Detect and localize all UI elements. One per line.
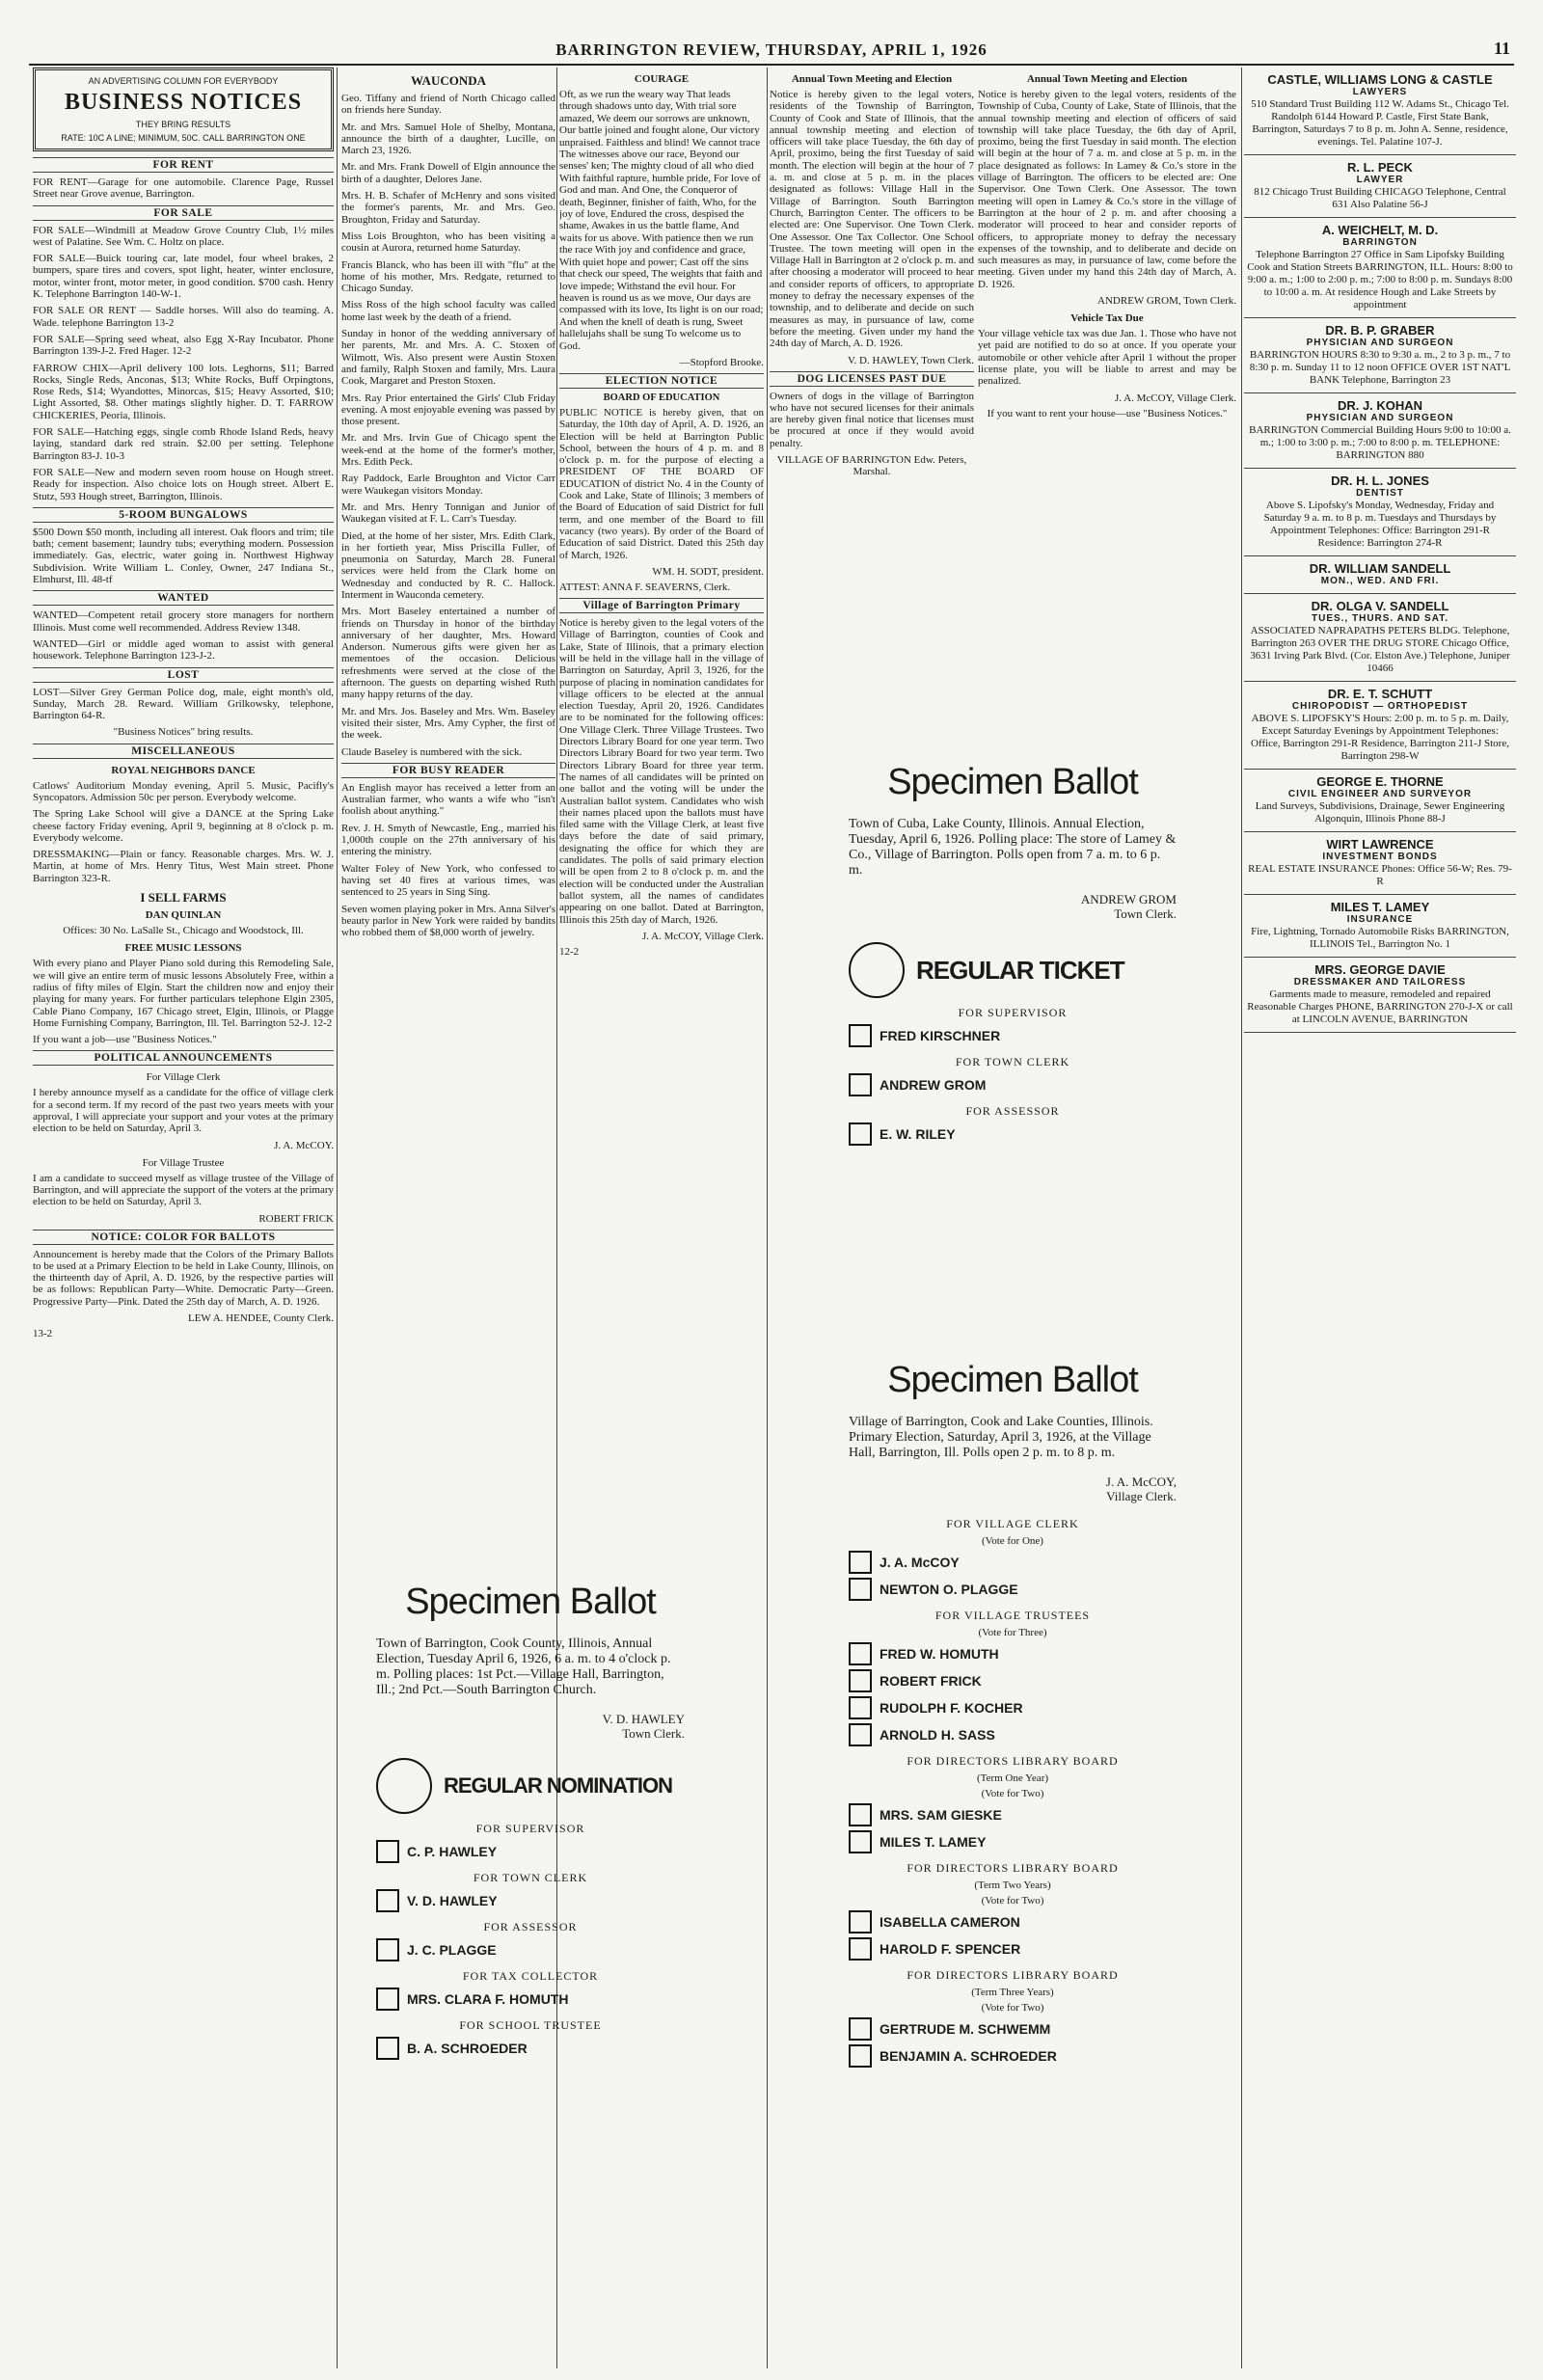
ballot-signature-title: Town Clerk. [1114,906,1177,921]
signature: J. A. McCOY, Village Clerk. [641,930,764,942]
directory-card [1244,594,1516,682]
banner-title: BUSINESS NOTICES [64,90,303,115]
candidate-row [849,1669,1177,1692]
vote-checkbox[interactable] [849,1723,872,1746]
ballot-title: Specimen Ballot [405,1582,656,1622]
card-name: WIRT LAWRENCE [1326,837,1434,852]
card-subtitle: LAWYER [1356,175,1404,185]
card-body: 510 Standard Trust Building 112 W. Adams St., Chicago Tel. Randolph 6144 Howard P. Castle, First State Bank, Barrington, Saturdays 7 to 8 p. m. John A. Senne, residence, evenings. Tel. Palatine 107-J. [1251,98,1509,148]
ballot-signature-title: Village Clerk. [1106,1489,1177,1503]
candidate-name: ARNOLD H. SASS [880,1727,995,1743]
card-subtitle: PHYSICIAN AND SURGEON [1306,413,1454,423]
classified-ad: WANTED—Competent retail grocery store managers for northern Illinois. Must come well recommended. Address Review 1348. [33,609,334,634]
candidate-row [376,1889,685,1912]
news-item: Mr. and Mrs. Irvin Gue of Chicago spent the week-end at the home of the former's mother, Mrs. Edith Peck. [341,432,555,469]
vote-checkbox[interactable] [376,1988,399,2011]
vote-checkbox[interactable] [849,1024,872,1047]
directory-card [1244,770,1516,832]
candidate-name: MILES T. LAMEY [880,1834,987,1850]
section-heading: NOTICE: COLOR FOR BALLOTS [33,1230,334,1245]
section-heading: FOR BUSY READER [341,763,555,778]
signature: J. A. McCOY, Village Clerk. [1114,392,1236,404]
vote-checkbox[interactable] [849,1578,872,1601]
candidate-row [849,1551,1177,1574]
vote-checkbox[interactable] [849,2044,872,2068]
card-name: A. WEICHELT, M. D. [1321,223,1439,237]
card-name: DR. OLGA V. SANDELL [1311,599,1449,613]
classified-ad: LOST—Silver Grey German Police dog, male, eight month's old, Sunday, March 28. Reward. William Grilkowsky, telephone, Barrington 64-R. [33,686,334,722]
specimen-ballot-cuba [849,762,1177,1149]
candidate-name: J. C. PLAGGE [407,1942,497,1958]
section-heading: ELECTION NOTICE [559,373,764,389]
candidate-row [376,1938,685,1961]
professional-directory-column [1244,68,1516,2368]
legal-notice: Notice is hereby given to the legal voters of the Village of Barrington, counties of Cook and Lake, State of Illinois, that a primary election will be held in the village hall in the village of Barrington on Saturday, April 3, 1926, for the purpose of placing in nomination candidates for village officers to be elected at the annual election Tuesday, April 20, 1926. Candidates are to be nominated for the following offices: One Village Clerk. Three Village Trustees. Two Directors Library Board for one year term. Two Directors Library Board for two year term. Two Directors Library Board for three year term. The names of all candidates will be printed on one ballot and the voting will be under the Australian ballot system. Candidates who wish their names placed upon the ballots must have filed same with the Village Clerk, at least five days before the date of said primary, designating the office for which they are candidates. The polls of said primary election will be open from 2 to 8 o'clock p. m. and the election will be conducted under the Australian ballot system, all the names of candidates appearing on one ballot. Dated at Barrington, Illinois this 25th day of March, 1926. [559,617,764,926]
ballot-title: Specimen Ballot [887,762,1138,802]
ad-name: DAN QUINLAN [145,909,222,922]
candidate-name: C. P. HAWLEY [407,1844,498,1859]
ballot-offices [849,1006,1177,1146]
candidate-name: E. W. RILEY [880,1126,956,1142]
card-body: Fire, Lightning, Tornado Automobile Risks BARRINGTON, ILLINOIS Tel., Barrington No. 1 [1251,926,1509,950]
term-label: (Term Three Years) [971,1987,1054,1998]
signature: WM. H. SODT, president. [652,565,764,578]
classified-ad: FOR RENT—Garage for one automobile. Clarence Page, Russel Street near Grove avenue, Barrington. [33,176,334,201]
candidate-name: V. D. HAWLEY [407,1893,498,1908]
section-heading: FOR RENT [33,157,334,173]
office-heading: FOR SUPERVISOR [958,1006,1068,1019]
signature: LEW A. HENDEE, County Clerk. [187,1312,334,1324]
newspaper-title: BARRINGTON REVIEW, THURSDAY, APRIL 1, 1926 [555,41,988,59]
notice-tip: If you want to rent your house—use "Business Notices." [987,407,1228,419]
office-heading: FOR VILLAGE TRUSTEES [934,1609,1091,1622]
vote-checkbox[interactable] [849,2017,872,2041]
section-heading: FOR SALE [33,205,334,221]
vote-checkbox[interactable] [849,1803,872,1826]
ad-heading: For Village Trustee [142,1156,225,1169]
news-item: Walter Foley of New York, who confessed to having set 40 fires at various times, was sentenced to 25 years in Sing Sing. [341,862,555,899]
ballot-races [849,1517,1177,2068]
news-item: Mrs. H. B. Schafer of McHenry and sons visited the former's parents, Mr. and Mrs. Geo. Broughton, Friday and Saturday. [341,190,555,226]
classified-ad: With every piano and Player Piano sold during this Remodeling Sale, we will give an entire term of music lessons Absolutely Free, within a radius of fifty miles of Elgin. Start the children now and enjoy their playing for many years. For further particulars telephone Elgin 2305, Cable Piano Company, 167 Chicago street, Elgin, Illinois, or Plagge Home Furnishing Company, Barrington, Ill. Tel. Barrington 52-J. 12-2 [33,958,334,1029]
card-name: R. L. PECK [1347,160,1413,175]
card-name: DR. E. T. SCHUTT [1327,687,1433,701]
candidate-name: BENJAMIN A. SCHROEDER [880,2048,1057,2064]
vote-checkbox[interactable] [849,1073,872,1096]
classified-ad: FOR SALE—Windmill at Meadow Grove Country Club, 1½ miles west of Palatine. See Wm. C. Holtz on place. [33,224,334,248]
vote-checkbox[interactable] [376,2037,399,2060]
card-subtitle: INSURANCE [1346,914,1414,925]
candidate-name: B. A. SCHROEDER [407,2041,528,2056]
poem-title: COURAGE [634,73,690,85]
candidate-name: RUDOLPH F. KOCHER [880,1700,1023,1716]
directory-card [1244,318,1516,393]
ticket-name: REGULAR NOMINATION [444,1773,673,1798]
candidate-name: ROBERT FRICK [880,1673,982,1689]
term-label: (Term Two Years) [974,1880,1051,1891]
office-heading: FOR DIRECTORS LIBRARY BOARD [907,1754,1119,1768]
candidate-row [849,1578,1177,1601]
classified-ad: FOR SALE OR RENT — Saddle horses. Will also do teaming. A. Wade. telephone Barrington 13-2 [33,305,334,329]
news-item: Died, at the home of her sister, Mrs. Edith Clark, in her fortieth year, Miss Priscilla Fuller, of pneumonia on Saturday, March 28. Funeral services were held from the Clark home on Wednesday and conducted by R. C. Hallock. Interment in Wauconda cemetery. [341,529,555,601]
news-item: Mr. and Mrs. Samuel Hole of Shelby, Montana, announce the birth of a daughter, Lucille, on March 23, 1926. [341,121,555,157]
classified-ad: Catlows' Auditorium Monday evening, April 5. Music, Pacifly's Syncopators. Admission 50c per person. Everybody welcome. [33,779,334,803]
candidate-row [849,1803,1177,1826]
candidate-name: J. A. McCOY [880,1555,960,1570]
signature: V. D. HAWLEY, Town Clerk. [848,354,974,366]
news-item: Rev. J. H. Smyth of Newcastle, Eng., married his 1,000th couple on the 27th anniversary of his entering the ministry. [341,822,555,858]
card-name: GEORGE E. THORNE [1316,774,1444,789]
political-announcement: I am a candidate to succeed myself as village trustee of the Village of Barrington, and will appreciate the support of the voters at the primary election to be held on Saturday, April 3. [33,1172,334,1208]
section-heading: MISCELLANEOUS [33,744,334,759]
ballot-description: Village of Barrington, Cook and Lake Counties, Illinois. Primary Election, Saturday, April 3, 1926, at the Village Hall, Barrington, Ill. Polls open 2 p. m. to 8 p. m. [849,1415,1153,1460]
legal-notice: PUBLIC NOTICE is hereby given, that on Saturday, the 10th day of April, A. D. 1926, an Election will be held at Barrington Public School, between the hours of 4 p. m. and 8 o'clock p. m. for the purpose of electing a PRESIDENT OF THE BOARD OF EDUCATION of district No. 4 in the County of Cook and Lake, State of Illinois; 3 members of the Board of Education of said District for full term, and one member of the Board to fill vacancy (two years). By order of the Board of Education of said District. Dated this 25th day of March, 1926. [559,406,764,561]
vote-instruction: (Vote for Two) [981,1895,1044,1907]
card-name: DR. WILLIAM SANDELL [1309,561,1451,576]
candidate-name: GERTRUDE M. SCHWEMM [880,2021,1051,2037]
ad-heading: ROYAL NEIGHBORS DANCE [111,764,256,776]
card-name: MRS. GEORGE DAVIE [1314,962,1446,977]
banner-tagline: AN ADVERTISING COLUMN FOR EVERYBODY [88,76,279,86]
candidate-row [849,1723,1177,1746]
section-heading: Village of Barrington Primary [559,598,764,613]
office-heading: FOR DIRECTORS LIBRARY BOARD [907,1968,1119,1982]
candidate-row [849,1024,1177,1047]
card-body: Land Surveys, Subdivisions, Drainage, Sewer Engineering Algonquin, Illinois Phone 88-J [1255,800,1505,825]
classified-ad: Offices: 30 No. LaSalle St., Chicago and Woodstock, Ill. [63,925,304,937]
ballot-signature: J. A. McCOY, [1105,1474,1177,1489]
classified-ad: FARROW CHIX—April delivery 100 lots. Leghorns, $11; Barred Rocks, Single Reds, Anconas, $13; White Rocks, Buff Orpingtons, Rose Reds, $14; Wyandottes, Minorcas, $15; Heavy Assorted, $10; Light Assorted, $8. Other matings slightly higher. D. T. FARROW CHICKERIES, Peoria, Illinois. [33,362,334,421]
cuba-town-meeting-column [978,68,1236,694]
political-announcement: I hereby announce myself as a candidate for the office of village clerk for a second term. If my record of the past two years meets with your approval, I will appreciate your support and your votes at the primary election to be held on Saturday, April 3. [33,1087,334,1135]
vote-checkbox[interactable] [849,1937,872,1961]
news-item: Mr. and Mrs. Jos. Baseley and Mrs. Wm. Baseley visited their sister, Mrs. Amy Cypher, the first of the week. [341,705,555,742]
ad-heading: I SELL FARMS [140,890,227,906]
candidate-name: HAROLD F. SPENCER [880,1941,1021,1957]
directory-card [1244,218,1516,318]
candidate-row [849,1696,1177,1719]
directory-card [1244,469,1516,556]
directory-card [1244,556,1516,594]
term-label: (Term One Year) [976,1772,1049,1784]
vote-checkbox[interactable] [376,1889,399,1912]
vote-checkbox[interactable] [849,1830,872,1853]
section-subheading: BOARD OF EDUCATION [603,392,720,403]
office-heading: FOR VILLAGE CLERK [946,1517,1079,1530]
candidate-row [849,1830,1177,1853]
news-item: Mr. and Mrs. Henry Tonnigan and Junior of Waukegan visited at F. L. Carr's Tuesday. [341,500,555,526]
card-name: MILES T. LAMEY [1330,900,1430,914]
news-item: Mrs. Ray Prior entertained the Girls' Club Friday evening. A most enjoyable evening was passed by those present. [341,392,555,428]
legal-notice: Owners of dogs in the village of Barrington who have not secured licenses for their animals are hereby given final notice that licenses must be procured at once if they would avoid penalty. [770,390,974,449]
news-item: An English mayor has received a letter from an Australian farmer, who wants a wife who "isn't foolish about anything." [341,781,555,818]
news-item: Francis Blanck, who has been ill with "flu" at the home of his mother, Mrs. Redgate, returned to Chicago Sunday. [341,258,555,295]
poem-author: —Stopford Brooke. [679,356,764,368]
candidate-name: NEWTON O. PLAGGE [880,1582,1018,1597]
signature: J. A. McCOY. [274,1139,334,1151]
banner-rate: RATE: 10C A LINE; MINIMUM, 50C. CALL BARRINGTON ONE [61,133,306,143]
vote-instruction: (Vote for Three) [978,1627,1047,1638]
candidate-row [849,2044,1177,2068]
news-item: Geo. Tiffany and friend of North Chicago called on friends here Sunday. [341,93,555,117]
directory-cards [1244,68,1516,1033]
vote-checkbox[interactable] [849,1122,872,1146]
vote-checkbox[interactable] [849,1910,872,1934]
candidate-row [376,1840,685,1863]
candidate-name: ISABELLA CAMERON [880,1914,1020,1930]
notice-number: 12-2 [559,945,580,958]
news-item: Miss Ross of the high school faculty was called home last week by the death of a friend. [341,299,555,323]
poem-text: Oft, as we run the weary way That leads through shadows unto day, With trial sore amazed, We deem our sorrows are unknown, Our battle joined and fought alone, Our victory unpraised. Faithless and blind! We cannot trace The witnesses above our race, Beyond our senses' ken; The mighty cloud of all who died With faithful rapture, humble pride, For love of God and man. And One, the Conqueror of death, Beginner, finisher of faith, Who, for the joy of love, Endured the cross, despised the shame, Awakes in us the battle flame, And waits for us above. With patience then we run the race With joy and confidence and grace, With quiet hope and power; Cast off the sins that check our speed, The weights that faith and love impede; Withstand the evil hour. For heaven is round us as we move, Our days are compassed with its love, Its light is on our road; And when the knell of death is rung, Sweet hallelujahs shall be sung To welcome us to God. [559,89,764,352]
section-heading: WAUCONDA [411,73,486,88]
card-subtitle: DRESSMAKER AND TAILORESS [1293,977,1467,987]
ballot-signature-title: Town Clerk. [622,1726,685,1741]
card-body: REAL ESTATE INSURANCE Phones: Office 56-W; Res. 79-R [1248,863,1512,887]
office-heading: FOR DIRECTORS LIBRARY BOARD [907,1861,1119,1875]
section-heading: Annual Town Meeting and Election [791,73,953,85]
card-body: BARRINGTON Commercial Building Hours 9:00 to 10:00 a. m.; 1:00 to 3:00 p. m.; 7:00 to 8:00 p. m. TELEPHONE: BARRINGTON 880 [1249,424,1511,461]
news-item: Ray Paddock, Earle Broughton and Victor Carr were Waukegan visitors Monday. [341,473,555,497]
classified-ad: FOR SALE—Buick touring car, late model, four wheel brakes, 2 bumpers, spare tires and covers, spot light, heater, winter enclosure, motor, winter front, motor meter, in good condition. $700 cash. Henry K. Telephone Barrington 140-W-1. [33,253,334,301]
office-heading: FOR TAX COLLECTOR [462,1969,599,1983]
ballot-signature: V. D. HAWLEY [602,1712,685,1726]
card-subtitle: MON., WED. AND FRI. [1320,576,1440,586]
courage-column [559,68,764,1560]
ticket-row [376,1758,685,1814]
directory-card [1244,393,1516,469]
candidate-name: MRS. CLARA F. HOMUTH [407,1991,569,2007]
directory-card [1244,682,1516,770]
candidate-row [849,1642,1177,1665]
card-subtitle: TUES., THURS. AND SAT. [1311,613,1448,624]
column-rule [767,68,768,2368]
notice-number: 13-2 [33,1328,53,1339]
card-body: BARRINGTON HOURS 8:30 to 9:30 a. m., 2 to 3 p. m., 7 to 8:30 p. m. Sunday 11 to 12 noon OFFICE OVER 1ST NAT'L BANK Telephone, Barrington 23 [1249,349,1511,386]
card-subtitle: DENTIST [1356,488,1404,499]
candidate-row [849,1073,1177,1096]
legal-notice: Your village vehicle tax was due Jan. 1. Those who have not yet paid are notified to do so at once. If you operate your automobile or other vehicle after April 1 without the proper license plate, you will be liable to arrest and may be penalized. [978,328,1236,388]
classified-ad: The Spring Lake School will give a DANCE at the Spring Lake cheese factory Friday evening, April 9, beginning at 8 o'clock p. m. Everybody welcome. [33,808,334,844]
legal-notice: Notice is hereby given to the legal voters, residents of the Township of Cuba, County of Lake, State of Illinois, that the annual township meeting and election of officers of said township will take place Tuesday, the 6th day of April, proximo, being the first Tuesday in said month. The election will begin at the hour of 7 a. m. and close at 5 p. m. in the place designated as follows: In Lamey & Co.'s store in the village of Barrington. The officers to be elected are: One Supervisor. One Town Clerk. One Assessor. The town meeting will open in Lamey & Co.'s store in the village of Barrington at the hour of 2 p. m. and after choosing a moderator will proceed to hear and consider reports of officers, to appropriate money to defray the necessary expenses of the township, and to deliberate and decide on such measures as may, in pursuance of law, come before the meeting. Given under my hand this 24th day of March, A. D. 1926. [978,89,1236,290]
card-body: ASSOCIATED NAPRAPATHS PETERS BLDG. Telephone, Barrington 263 OVER THE DRUG STORE Chicago Office, 3631 Irving Park Blvd. (Cor. Elston Ave.) Telephone, Juniper 10466 [1250,625,1510,674]
barrington-town-meeting-column [770,68,974,569]
candidate-row [849,2017,1177,2041]
ad-heading: For Village Clerk [146,1071,221,1084]
card-name: CASTLE, WILLIAMS LONG & CASTLE [1267,72,1493,87]
section-heading: LOST [33,667,334,683]
card-name: DR. J. KOHAN [1337,398,1423,413]
page-number: 11 [1493,39,1510,58]
vote-checkbox[interactable] [376,1840,399,1863]
office-heading: FOR ASSESSOR [965,1104,1060,1118]
wauconda-column [341,68,555,1570]
directory-card [1244,155,1516,218]
classified-ad: WANTED—Girl or middle aged woman to assist with general housework. Telephone Barrington 123-J-2. [33,637,334,663]
signature: ANDREW GROM, Town Clerk. [1097,295,1236,308]
section-heading: POLITICAL ANNOUNCEMENTS [33,1050,334,1066]
classified-ad: FOR SALE—Hatching eggs, single comb Rhode Island Reds, heavy laying, standard dark red strain. $2.00 per setting. Telephone Barrington 83-J. 10-3 [33,426,334,462]
section-heading: Annual Town Meeting and Election [1026,73,1188,85]
office-heading: FOR TOWN CLERK [955,1055,1070,1068]
news-item: Sunday in honor of the wedding anniversary of her parents, Mr. and Mrs. A. C. Stoxen of Wilmott, Wis. Also present were Austin Stoxen and family, Ralph Stoxen and family, Mrs. Laura Cook, Margaret and Preston Stoxen. [341,328,555,388]
section-heading: Vehicle Tax Due [1070,312,1144,325]
masthead [29,39,1514,66]
vote-checkbox[interactable] [849,1669,872,1692]
vote-instruction: (Vote for Two) [981,1788,1044,1799]
vote-instruction: (Vote for One) [982,1535,1043,1547]
classified-ad: DRESSMAKING—Plain or fancy. Reasonable charges. Mrs. W. J. Martin, at home of Mrs. Henry Titus, West Main street. Phone Barrington 323-R. [33,849,334,884]
classified-ad: FOR SALE—New and modern seven room house on Hough street. Ready for inspection. Also choice lots on Hough street. Albert E. Stutz, 593 Hough street, Barrington, Illinois. [33,466,334,502]
ballot-title: Specimen Ballot [887,1360,1138,1400]
ballot-signature: ANDREW GROM [1080,892,1177,906]
card-subtitle: CIVIL ENGINEER AND SURVEYOR [1287,789,1473,799]
directory-card [1244,832,1516,895]
column-rule [1241,68,1242,2368]
office-heading: FOR SCHOOL TRUSTEE [459,2018,602,2032]
attest: ATTEST: ANNA F. SEAVERNS, Clerk. [559,581,731,593]
classified-ad: "Business Notices" bring results. [113,726,254,739]
vote-instruction: (Vote for Two) [981,2002,1044,2014]
classified-ad: FOR SALE—Spring seed wheat, also Egg X-Ray Incubator. Phone Barrington 139-J-2. Fred Hager. 12-2 [33,333,334,358]
candidate-name: FRED KIRSCHNER [880,1028,1001,1043]
ticket-name: REGULAR TICKET [916,955,1124,985]
card-subtitle: BARRINGTON [1342,237,1418,248]
column-rule [337,68,338,2368]
news-item: Miss Lois Broughton, who has been visiting a cousin at Aurora, returned home Saturday. [341,230,555,255]
party-circle[interactable] [376,1758,432,1814]
card-body: Garments made to measure, remodeled and repaired Reasonable Charges PHONE, BARRINGTON 270-J-X or call at LINCOLN AVENUE, BARRINGTON [1247,988,1513,1025]
card-body: Above S. Lipofsky's Monday, Wednesday, Friday and Saturday 9 a. m. to 8 p. m. Tuesdays and Thursdays by Appointment Telephones: Office: Barrington 291-R Residence: Barrington 274-R [1263,500,1497,549]
candidate-name: MRS. SAM GIESKE [880,1807,1002,1823]
legal-notice: Announcement is hereby made that the Colors of the Primary Ballots to be used at a Primary Election to be held in Lake County, Illinois, on the thirteenth day of April, A. D. 1926, by the respective parties will be as follows: Republican Party—White. Democratic Party—Green. Progressive Party—Pink. Dated the 25th day of March, A. D. 1926. [33,1248,334,1308]
candidate-name: FRED W. HOMUTH [880,1646,999,1662]
candidate-row [376,2037,685,2060]
card-body: ABOVE S. LIPOFSKY'S Hours: 2:00 p. m. to 5 p. m. Daily, Except Saturday Evenings by Appointment Telephones: Office, Barrington 291-R Residence, Barrington 211-J Store, Barrington 298-W [1251,713,1509,762]
ballot-offices [376,1822,685,2060]
vote-checkbox[interactable] [849,1551,872,1574]
party-circle[interactable] [849,942,905,998]
card-body: Telephone Barrington 27 Office in Sam Lipofsky Building Cook and Station Streets BARRINGTON, ILL. Hours: 8:00 to 9:00 a. m.; 1:00 to 2:00 p. m.; 7:00 to 8:00 p. m. Sundays 8:00 to 10:00 a. m. At residence Hough and Lake Streets by appointment [1247,249,1513,311]
business-notices-column [33,68,334,2368]
candidate-row [849,1937,1177,1961]
signature: VILLAGE OF BARRINGTON Edw. Peters, Marshal. [776,454,967,478]
specimen-ballot-barrington [376,1582,685,2064]
card-body: 812 Chicago Trust Building CHICAGO Telephone, Central 631 Also Palatine 56-J [1254,186,1506,210]
classified-ad: $500 Down $50 month, including all interest. Oak floors and trim; tile bath; cement basement; laundry tubs; everything modern. Possession immediately. Gas, electric, water going in. Northwest Highway Subdivision. Write William L. Conley, Owner, 247 Indiana St., Elmhurst, Ill. 48-tf [33,526,334,586]
ticket-row [849,942,1177,998]
card-name: DR. H. L. JONES [1331,473,1429,488]
card-subtitle: INVESTMENT BONDS [1322,852,1438,862]
office-heading: FOR ASSESSOR [483,1920,578,1934]
candidate-row [849,1910,1177,1934]
card-subtitle: LAWYERS [1352,87,1408,97]
vote-checkbox[interactable] [849,1642,872,1665]
section-heading: WANTED [33,590,334,606]
ad-heading: FREE MUSIC LESSONS [124,942,242,955]
business-notices-banner [33,68,334,151]
candidate-row [849,1122,1177,1146]
signature: ROBERT FRICK [258,1212,334,1225]
directory-card [1244,895,1516,958]
directory-card [1244,958,1516,1033]
vote-checkbox[interactable] [849,1696,872,1719]
office-heading: FOR SUPERVISOR [475,1822,585,1835]
card-subtitle: PHYSICIAN AND SURGEON [1306,338,1454,348]
directory-card [1244,68,1516,155]
ballot-description: Town of Cuba, Lake County, Illinois. Annual Election, Tuesday, April 6, 1926. Polling place: The store of Lamey & Co., Village of Barrington. Polls open from 7 a. m. to 6 p. m. [849,817,1177,878]
card-name: DR. B. P. GRABER [1325,323,1435,338]
candidate-row [376,1988,685,2011]
card-subtitle: CHIROPODIST — ORTHOPEDIST [1291,701,1469,712]
news-item: Claude Baseley is numbered with the sick. [341,745,523,758]
specimen-ballot-village [849,1360,1177,2071]
classified-ad: If you want a job—use "Business Notices." [33,1034,217,1046]
news-item: Seven women playing poker in Mrs. Anna Silver's beauty parlor in New York were raided by bandits who robbed them of $8,000 worth of jewelry. [341,903,555,939]
section-heading: DOG LICENSES PAST DUE [770,371,974,387]
candidate-name: ANDREW GROM [880,1077,987,1093]
vote-checkbox[interactable] [376,1938,399,1961]
news-item: Mrs. Mort Baseley entertained a number of friends on Thursday in honor of the birthday anniversary of her daughter, Mrs. Howard Anderson. Numerous gifts were given her as mementoes of the occasion. Delicious refreshments were served at the close of the afternoon. The guests on departing wished Ruth many happy returns of the day. [341,606,555,701]
section-heading: 5-ROOM BUNGALOWS [33,507,334,523]
legal-notice: Notice is hereby given to the legal voters, residents of the Township of Barrington, County of Cook and State of Illinois, that the annual township meeting and election of officers will take place Tuesday, the 6th day of April, proximo, being the first Tuesday of said month. The election will begin at the hour of 7 a. m. and close at 5 p. m. in the places designated as follows: Village Hall in the Village of Barrington. South Barrington Church, Barrington Center. The officers to be elected are: One Supervisor. One Town Clerk. One Assessor. One Tax Collector. One School Trustee. The town meeting will open in the Village Hall in Barrington at 2 o'clock p. m. and after choosing a moderator will proceed to hear and consider reports of officers, to appropriate money to defray the necessary expenses of the township, and to deliberate and decide on such measures as may, in pursuance of law, come before the meeting. Given under my hand the 24th day of March, A. D. 1926. [770,89,974,350]
office-heading: FOR TOWN CLERK [473,1871,588,1884]
news-item: Mr. and Mrs. Frank Dowell of Elgin announce the birth of a daughter, Delores Jane. [341,161,555,185]
ballot-description: Town of Barrington, Cook County, Illinois, Annual Election, Tuesday April 6, 1926, 6 a. m. to 4 o'clock p. m. Polling places: 1st Pct.—Village Hall, Barrington, Ill.; 2nd Pct.—South Barrington Church. [376,1636,671,1697]
banner-subtitle: THEY BRING RESULTS [135,120,231,129]
